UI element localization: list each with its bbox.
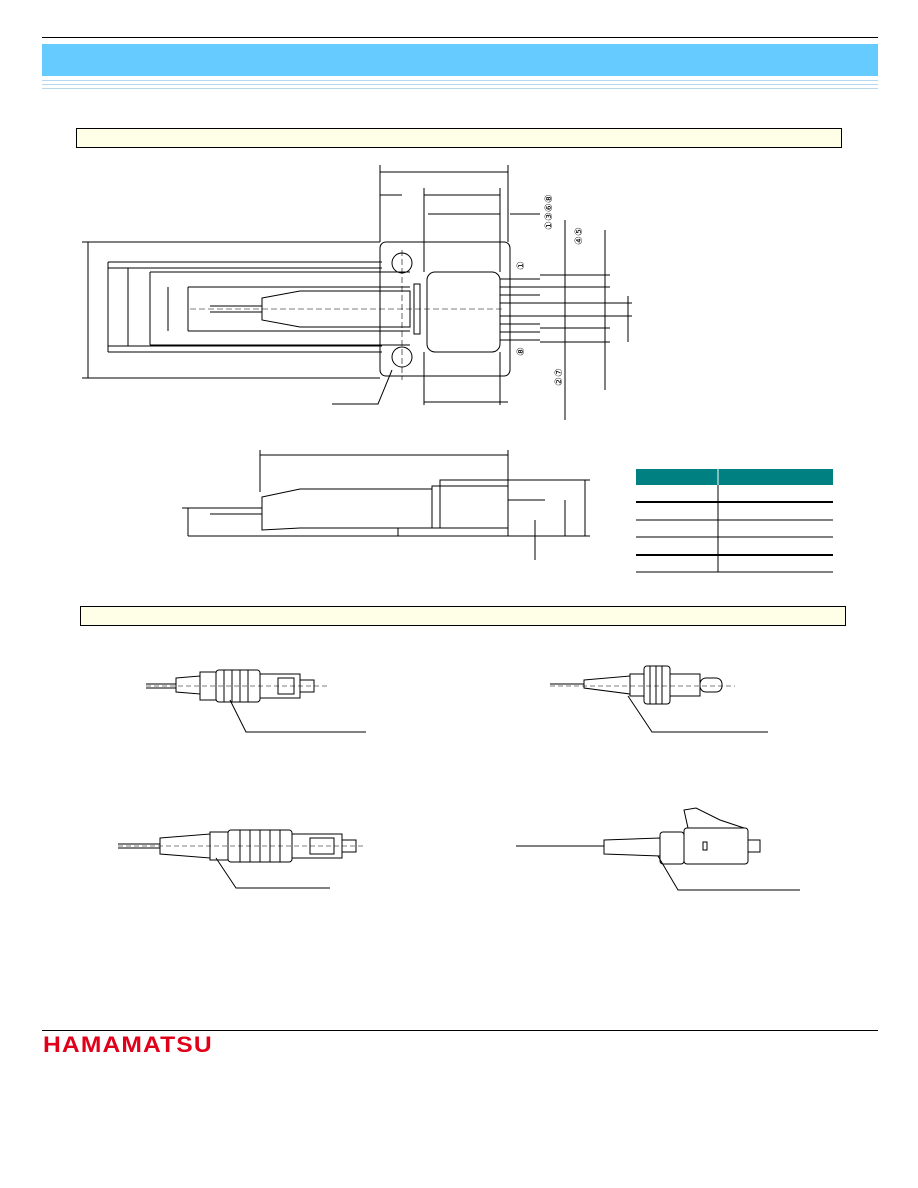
hamamatsu-logo: HAMAMATSU bbox=[43, 1032, 213, 1057]
pin-label-8: ⑧ bbox=[516, 347, 527, 356]
pin-label-1: ① bbox=[516, 261, 527, 270]
pin-table-header bbox=[636, 469, 833, 485]
bottom-rule bbox=[42, 1030, 878, 1031]
pin-label-45: ④⑤ bbox=[574, 227, 585, 245]
pin-label-27: ②⑦ bbox=[554, 368, 565, 386]
pin-label-1368: ①③⑥⑧ bbox=[544, 194, 555, 230]
connector-drawings bbox=[0, 600, 918, 920]
